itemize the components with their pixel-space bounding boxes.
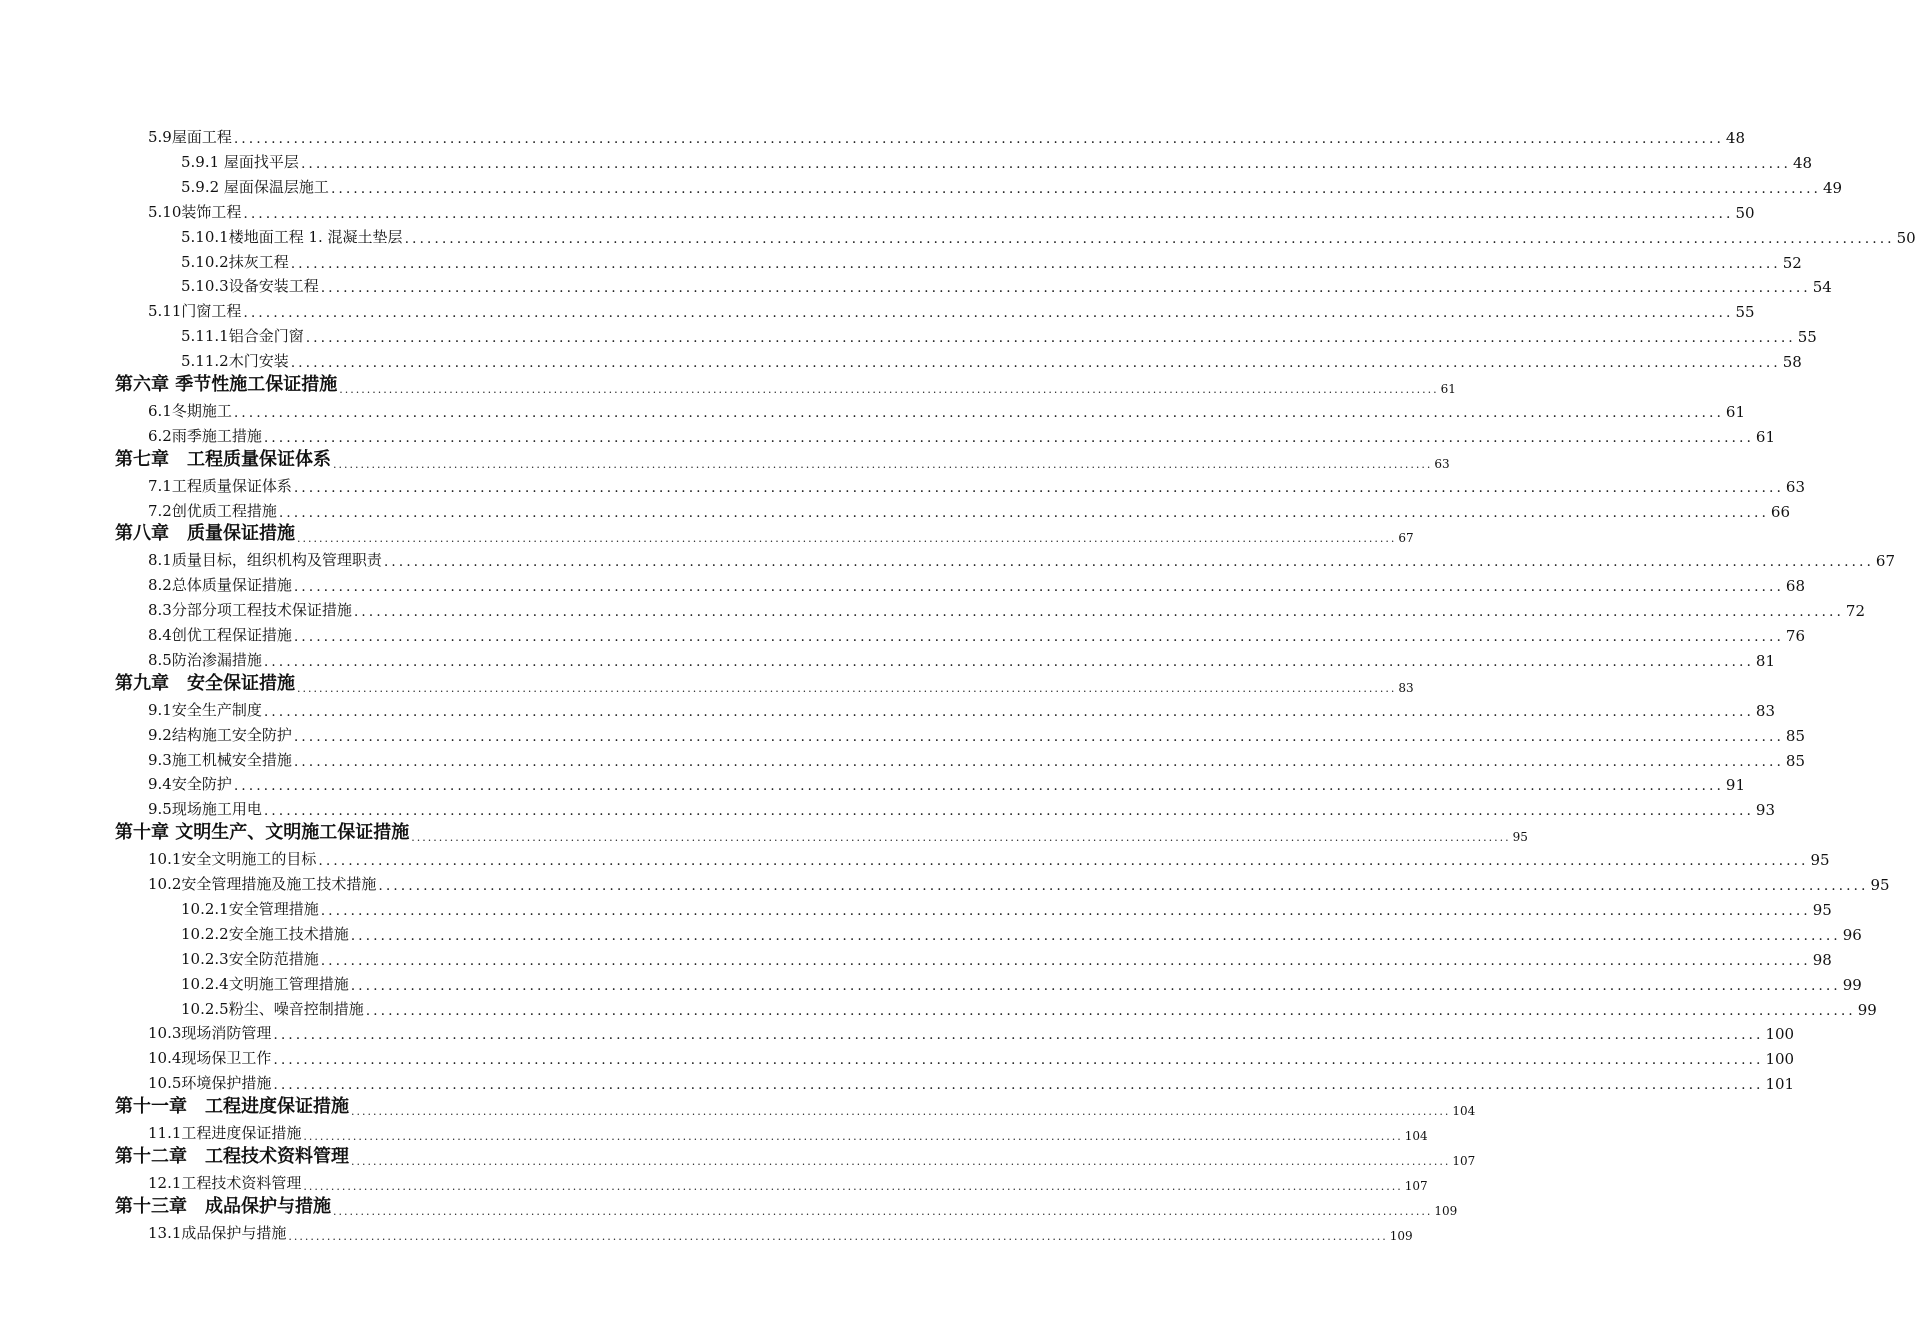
toc-entry-title: 9.3施工机械安全措施	[148, 750, 292, 769]
dot-leader: ........................................................................................................................................................................................................	[273, 1027, 1764, 1044]
dot-leader: ........................................................................................................................................................................................................	[383, 554, 1874, 571]
toc-page-number: 99	[1842, 975, 1862, 994]
toc-entry[interactable]	[181, 222, 1916, 247]
dot-leader: ........................................................................................................................................................................................................	[303, 1130, 1403, 1143]
toc-page-number: 48	[1792, 153, 1813, 172]
toc-entry-title: 10.1安全文明施工的目标	[148, 850, 317, 869]
toc-page-number: 98	[1812, 950, 1832, 969]
toc-entry[interactable]	[148, 421, 1775, 446]
dot-leader: ........................................................................................................................................................................................................	[290, 355, 1781, 372]
toc-entry-title: 5.10.2抹灰工程	[181, 252, 289, 271]
dot-leader: ........................................................................................................................................................................................................	[273, 1077, 1764, 1094]
toc-chapter-entry[interactable]	[115, 1193, 1458, 1218]
dot-leader: ........................................................................................................................................................................................................	[320, 902, 1811, 919]
toc-page-number: 83	[1755, 701, 1775, 720]
toc-page-number: 100	[1765, 1050, 1795, 1069]
toc-chapter-entry[interactable]	[115, 446, 1450, 471]
toc-entry[interactable]	[148, 122, 1745, 147]
toc-entry-title: 9.5现场施工用电	[148, 800, 262, 819]
toc-entry-title: 10.3现场消防管理	[148, 1024, 272, 1043]
dot-leader: ........................................................................................................................................................................................................	[404, 230, 1895, 247]
toc-entry-title: 10.5环境保护措施	[148, 1074, 272, 1093]
toc-entry[interactable]	[181, 894, 1832, 919]
toc-entry[interactable]	[148, 769, 1745, 795]
toc-page-number: 67	[1875, 552, 1895, 571]
dot-leader: ........................................................................................................................................................................................................	[320, 952, 1811, 969]
toc-entry[interactable]	[148, 545, 1895, 571]
dot-leader: ........................................................................................................................................................................................................	[273, 1052, 1764, 1069]
toc-entry-title: 5.9.1 屋面找平层	[181, 152, 299, 171]
toc-entry-title: 5.9屋面工程	[148, 128, 232, 146]
toc-chapter-entry[interactable]	[115, 371, 1456, 396]
toc-page-number: 72	[1845, 602, 1865, 621]
toc-entry-title: 第十二章 工程技术资料管理	[115, 1145, 349, 1167]
dot-leader: ........................................................................................................................................................................................................	[297, 532, 1397, 546]
toc-entry[interactable]	[148, 645, 1775, 670]
dot-leader: ........................................................................................................................................................................................................	[333, 457, 1433, 471]
dot-leader: ........................................................................................................................................................................................................	[320, 280, 1811, 297]
toc-entry[interactable]	[148, 1018, 1795, 1044]
toc-entry-title: 第九章 安全保证措施	[115, 672, 295, 694]
toc-page-number: 48	[1725, 129, 1745, 147]
toc-entry-title: 10.2.1安全管理措施	[181, 899, 319, 918]
toc-entry-title: 8.1质量目标，组织机构及管理职责	[148, 551, 382, 570]
toc-entry[interactable]	[148, 1043, 1795, 1069]
toc-page-number: 52	[1782, 253, 1802, 272]
toc-chapter-entry[interactable]	[115, 1093, 1476, 1119]
toc-page-number: 93	[1755, 801, 1775, 820]
toc-entry-title: 8.4创优工程保证措施	[148, 626, 292, 644]
dot-leader: ........................................................................................................................................................................................................	[290, 255, 1781, 272]
toc-page-number: 104	[1404, 1129, 1428, 1143]
toc-entry-title: 第十章 文明生产、文明施工保证措施	[115, 822, 410, 844]
dot-leader: ........................................................................................................................................................................................................	[233, 131, 1724, 147]
toc-entry-title: 13.1成品保护与措施	[148, 1223, 287, 1242]
toc-chapter-entry[interactable]	[115, 520, 1414, 546]
toc-page-number: 61	[1725, 402, 1745, 421]
toc-entry-title: 10.2.5粉尘、噪音控制措施	[181, 999, 364, 1018]
dot-leader: ........................................................................................................................................................................................................	[305, 330, 1796, 347]
toc-entry-title: 8.2总体质量保证措施	[148, 576, 292, 595]
toc-entry[interactable]	[181, 271, 1832, 297]
toc-entry-title: 10.2.3安全防范措施	[181, 949, 319, 968]
toc-entry[interactable]	[148, 396, 1745, 421]
toc-entry-title: 6.1冬期施工	[148, 401, 232, 420]
toc-entry[interactable]	[181, 944, 1832, 969]
toc-entry-title: 12.1工程技术资料管理	[148, 1173, 302, 1192]
dot-leader: ........................................................................................................................................................................................................	[293, 629, 1784, 645]
dot-leader: ........................................................................................................................................................................................................	[303, 1179, 1403, 1193]
toc-entry-title: 第十三章 成品保护与措施	[115, 1195, 331, 1217]
toc-entry[interactable]	[148, 1118, 1428, 1143]
toc-page-number: 100	[1765, 1025, 1795, 1044]
dot-leader: ........................................................................................................................................................................................................	[288, 1229, 1388, 1243]
dot-leader: ........................................................................................................................................................................................................	[350, 977, 1841, 994]
toc-page-number: 66	[1770, 502, 1790, 521]
toc-entry[interactable]	[148, 794, 1775, 820]
dot-leader: ........................................................................................................................................................................................................	[333, 1204, 1433, 1218]
dot-leader: ........................................................................................................................................................................................................	[293, 728, 1784, 745]
toc-page-number: 104	[1452, 1104, 1476, 1119]
dot-leader: ........................................................................................................................................................................................................	[293, 579, 1784, 596]
toc-entry[interactable]	[181, 147, 1813, 172]
toc-page-number: 85	[1785, 726, 1805, 745]
toc-entry-title: 5.9.2 屋面保温层施工	[181, 177, 329, 196]
dot-leader: ........................................................................................................................................................................................................	[351, 1105, 1451, 1119]
dot-leader: ........................................................................................................................................................................................................	[300, 155, 1791, 172]
toc-page-number: 85	[1785, 751, 1805, 770]
toc-page-number: 91	[1725, 776, 1745, 795]
toc-page-number: 76	[1785, 627, 1805, 645]
toc-entry[interactable]	[148, 844, 1830, 870]
dot-leader: ........................................................................................................................................................................................................	[243, 305, 1734, 322]
dot-leader: ........................................................................................................................................................................................................	[339, 383, 1439, 396]
dot-leader: ........................................................................................................................................................................................................	[330, 180, 1821, 197]
toc-entry-title: 9.1安全生产制度	[148, 700, 262, 719]
dot-leader: ........................................................................................................................................................................................................	[351, 1154, 1451, 1168]
toc-entry[interactable]	[148, 1068, 1795, 1094]
toc-entry[interactable]	[148, 296, 1755, 322]
toc-entry-title: 5.11门窗工程	[148, 302, 242, 321]
dot-leader: ........................................................................................................................................................................................................	[243, 205, 1734, 222]
toc-page-number: 61	[1440, 382, 1456, 396]
toc-page-number: 63	[1434, 456, 1450, 471]
toc-entry[interactable]	[148, 570, 1805, 596]
toc-entry-title: 5.10装饰工程	[148, 202, 242, 221]
toc-entry-title: 6.2雨季施工措施	[148, 426, 262, 445]
dot-leader: ........................................................................................................................................................................................................	[318, 853, 1809, 870]
toc-page-number: 50	[1735, 203, 1755, 222]
toc-page-number: 55	[1797, 328, 1817, 347]
dot-leader: ........................................................................................................................................................................................................	[350, 927, 1841, 944]
toc-page-number: 49	[1822, 178, 1843, 197]
toc-page-number: 63	[1785, 477, 1805, 496]
dot-leader: ........................................................................................................................................................................................................	[293, 753, 1784, 770]
dot-leader: ........................................................................................................................................................................................................	[293, 479, 1784, 496]
toc-page-number: 95	[1810, 851, 1830, 870]
dot-leader: ........................................................................................................................................................................................................	[365, 1002, 1856, 1019]
dot-leader: ........................................................................................................................................................................................................	[263, 703, 1754, 720]
toc-entry[interactable]	[181, 346, 1802, 372]
toc-chapter-entry[interactable]	[115, 670, 1414, 695]
dot-leader: ........................................................................................................................................................................................................	[233, 404, 1724, 421]
toc-chapter-entry[interactable]	[115, 819, 1528, 845]
dot-leader: ........................................................................................................................................................................................................	[297, 681, 1397, 695]
toc-page-number: 95	[1870, 876, 1890, 894]
toc-entry-title: 7.2创优质工程措施	[148, 501, 277, 520]
toc-entry[interactable]	[148, 1168, 1428, 1193]
toc-entry[interactable]	[181, 994, 1877, 1019]
toc-entry[interactable]	[148, 1218, 1413, 1243]
toc-page-number: 101	[1765, 1075, 1795, 1094]
toc-entry-title: 8.5防治渗漏措施	[148, 650, 262, 669]
toc-entry-title: 5.11.1铝合金门窗	[181, 327, 304, 346]
toc-entry-title: 5.10.3设备安装工程	[181, 277, 319, 296]
toc-entry[interactable]	[148, 869, 1890, 894]
toc-entry[interactable]	[148, 695, 1775, 720]
toc-page-number: 99	[1857, 1000, 1877, 1019]
toc-entry[interactable]	[181, 247, 1802, 272]
toc-page-number: 109	[1389, 1228, 1413, 1243]
toc-page-number: 68	[1785, 577, 1805, 596]
toc-entry[interactable]	[148, 620, 1805, 645]
toc-entry-title: 10.2.4文明施工管理措施	[181, 974, 349, 993]
toc-page-number: 81	[1755, 651, 1775, 670]
toc-page-number: 95	[1512, 830, 1528, 845]
toc-page-number: 67	[1398, 531, 1414, 546]
toc-entry-title: 第八章 质量保证措施	[115, 523, 295, 545]
toc-entry[interactable]	[181, 321, 1817, 347]
dot-leader: ........................................................................................................................................................................................................	[233, 778, 1724, 795]
toc-page-number: 83	[1398, 680, 1414, 695]
toc-entry[interactable]	[148, 595, 1865, 621]
toc-entry-title: 7.1工程质量保证体系	[148, 476, 292, 495]
toc-entry[interactable]	[181, 172, 1843, 197]
dot-leader: ........................................................................................................................................................................................................	[278, 504, 1769, 521]
toc-entry-title: 5.10.1楼地面工程 1. 混凝土垫层	[181, 227, 403, 246]
toc-page-number: 107	[1404, 1178, 1428, 1193]
dot-leader: ........................................................................................................................................................................................................	[378, 878, 1869, 894]
toc-entry-title: 第七章 工程质量保证体系	[115, 448, 331, 470]
toc-entry[interactable]	[181, 969, 1862, 994]
toc-entry-title: 9.2结构施工安全防护	[148, 725, 292, 744]
toc-page-number: 96	[1842, 925, 1862, 944]
dot-leader: ........................................................................................................................................................................................................	[353, 604, 1844, 621]
toc-entry[interactable]	[148, 471, 1805, 496]
toc-entry-title: 10.2安全管理措施及施工技术措施	[148, 875, 377, 893]
toc-chapter-entry[interactable]	[115, 1143, 1476, 1168]
toc-page-number: 50	[1896, 228, 1916, 247]
toc-entry[interactable]	[148, 496, 1790, 521]
toc-entry-title: 第六章 季节性施工保证措施	[115, 374, 338, 395]
toc-entry-title: 10.4现场保卫工作	[148, 1049, 272, 1068]
dot-leader: ........................................................................................................................................................................................................	[263, 803, 1754, 820]
toc-entry[interactable]	[181, 919, 1862, 944]
dot-leader: ........................................................................................................................................................................................................	[263, 429, 1754, 446]
toc-entry-title: 第十一章 工程进度保证措施	[115, 1096, 349, 1118]
toc-page-number: 58	[1782, 353, 1802, 372]
toc-entry[interactable]	[148, 720, 1805, 745]
toc-entry-title: 8.3分部分项工程技术保证措施	[148, 601, 352, 620]
toc-page-number: 54	[1812, 278, 1832, 297]
toc-entry[interactable]	[148, 197, 1755, 222]
dot-leader: ........................................................................................................................................................................................................	[411, 831, 1511, 845]
dot-leader: ........................................................................................................................................................................................................	[263, 653, 1754, 670]
toc-entry-title: 11.1工程进度保证措施	[148, 1124, 302, 1142]
toc-page-number: 61	[1755, 427, 1775, 446]
toc-entry[interactable]	[148, 745, 1805, 770]
toc-page-number: 95	[1812, 900, 1832, 919]
toc-page-number: 107	[1452, 1153, 1476, 1168]
toc-entry-title: 5.11.2木门安装	[181, 352, 289, 371]
toc-entry-title: 9.4安全防护	[148, 775, 232, 794]
toc-page-number: 55	[1735, 303, 1755, 322]
toc-page-number: 109	[1434, 1203, 1458, 1218]
toc-entry-title: 10.2.2安全施工技术措施	[181, 924, 349, 943]
